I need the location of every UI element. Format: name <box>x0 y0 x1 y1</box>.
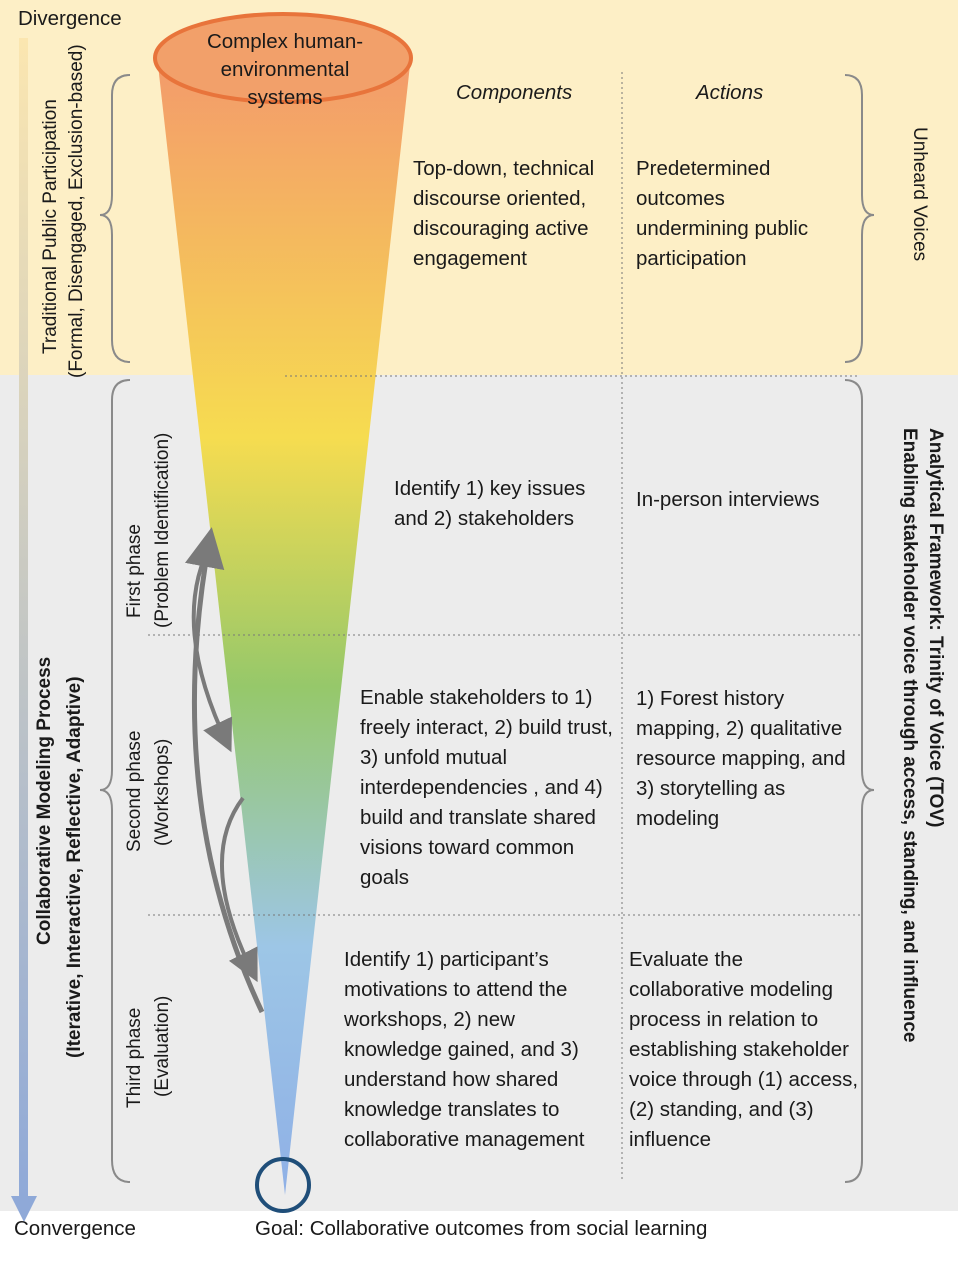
phase-3-label-2: (Evaluation) <box>152 995 173 1097</box>
phase-2-label-1: Second phase <box>124 730 145 852</box>
phase-3-components: Identify 1) participant’s motivations to attend the workshops, 2) new knowledge gained, and 3) understand how shared knowledge translates to collaborative management <box>344 948 585 1151</box>
convergence-arrow-shaft <box>19 38 28 1198</box>
phase-2-components: Enable stakeholders to 1) freely interact, 2) build trust, 3) unfold mutual interdependencies , and 4) build and translate shared visions toward common goals <box>360 686 613 889</box>
phase-2-actions: 1) Forest history mapping, 2) qualitative resource mapping, and 3) storytelling as modeling <box>636 687 846 830</box>
divergence-label: Divergence <box>18 7 122 30</box>
traditional-label-1: Traditional Public Participation <box>40 99 61 354</box>
traditional-components: Top-down, technical discourse oriented, discouraging active engagement <box>413 157 595 270</box>
framework-label-1: Analytical Framework: Trinity of Voice (TOV) <box>925 428 946 828</box>
right-brace-traditional <box>845 75 874 362</box>
phase-1-label-2: (Problem Identification) <box>152 432 173 628</box>
top-node-label: Complex human-environmental systems <box>206 30 364 109</box>
goal-label: Goal: Collaborative outcomes from social learning <box>255 1217 708 1240</box>
phase-2-label-2: (Workshops) <box>152 738 173 846</box>
process-label-2: (Iterative, Interactive, Reflective, Adaptive) <box>64 676 85 1058</box>
traditional-actions: Predetermined outcomes undermining public participation <box>636 157 809 270</box>
left-brace-traditional <box>100 75 130 362</box>
unheard-voices-label: Unheard Voices <box>909 127 930 262</box>
phase-3-label-1: Third phase <box>124 1007 145 1108</box>
phase-3-actions: Evaluate the collaborative modeling process in relation to establishing stakeholder voice through (1) access, (2) standing, and (3) influence <box>629 948 859 1151</box>
phase-1-actions: In-person interviews <box>636 488 820 511</box>
components-header: Components <box>456 81 573 104</box>
framework-label-2: Enabling stakeholder voice through access, standing, and influence <box>899 428 920 1043</box>
actions-header: Actions <box>696 81 764 104</box>
process-label-1: Collaborative Modeling Process <box>34 656 55 945</box>
phase-1-components: Identify 1) key issues and 2) stakeholders <box>394 477 586 530</box>
traditional-label-2: (Formal, Disengaged, Exclusion-based) <box>66 44 87 378</box>
phase-1-label-1: First phase <box>124 524 145 618</box>
convergence-label: Convergence <box>14 1217 136 1240</box>
